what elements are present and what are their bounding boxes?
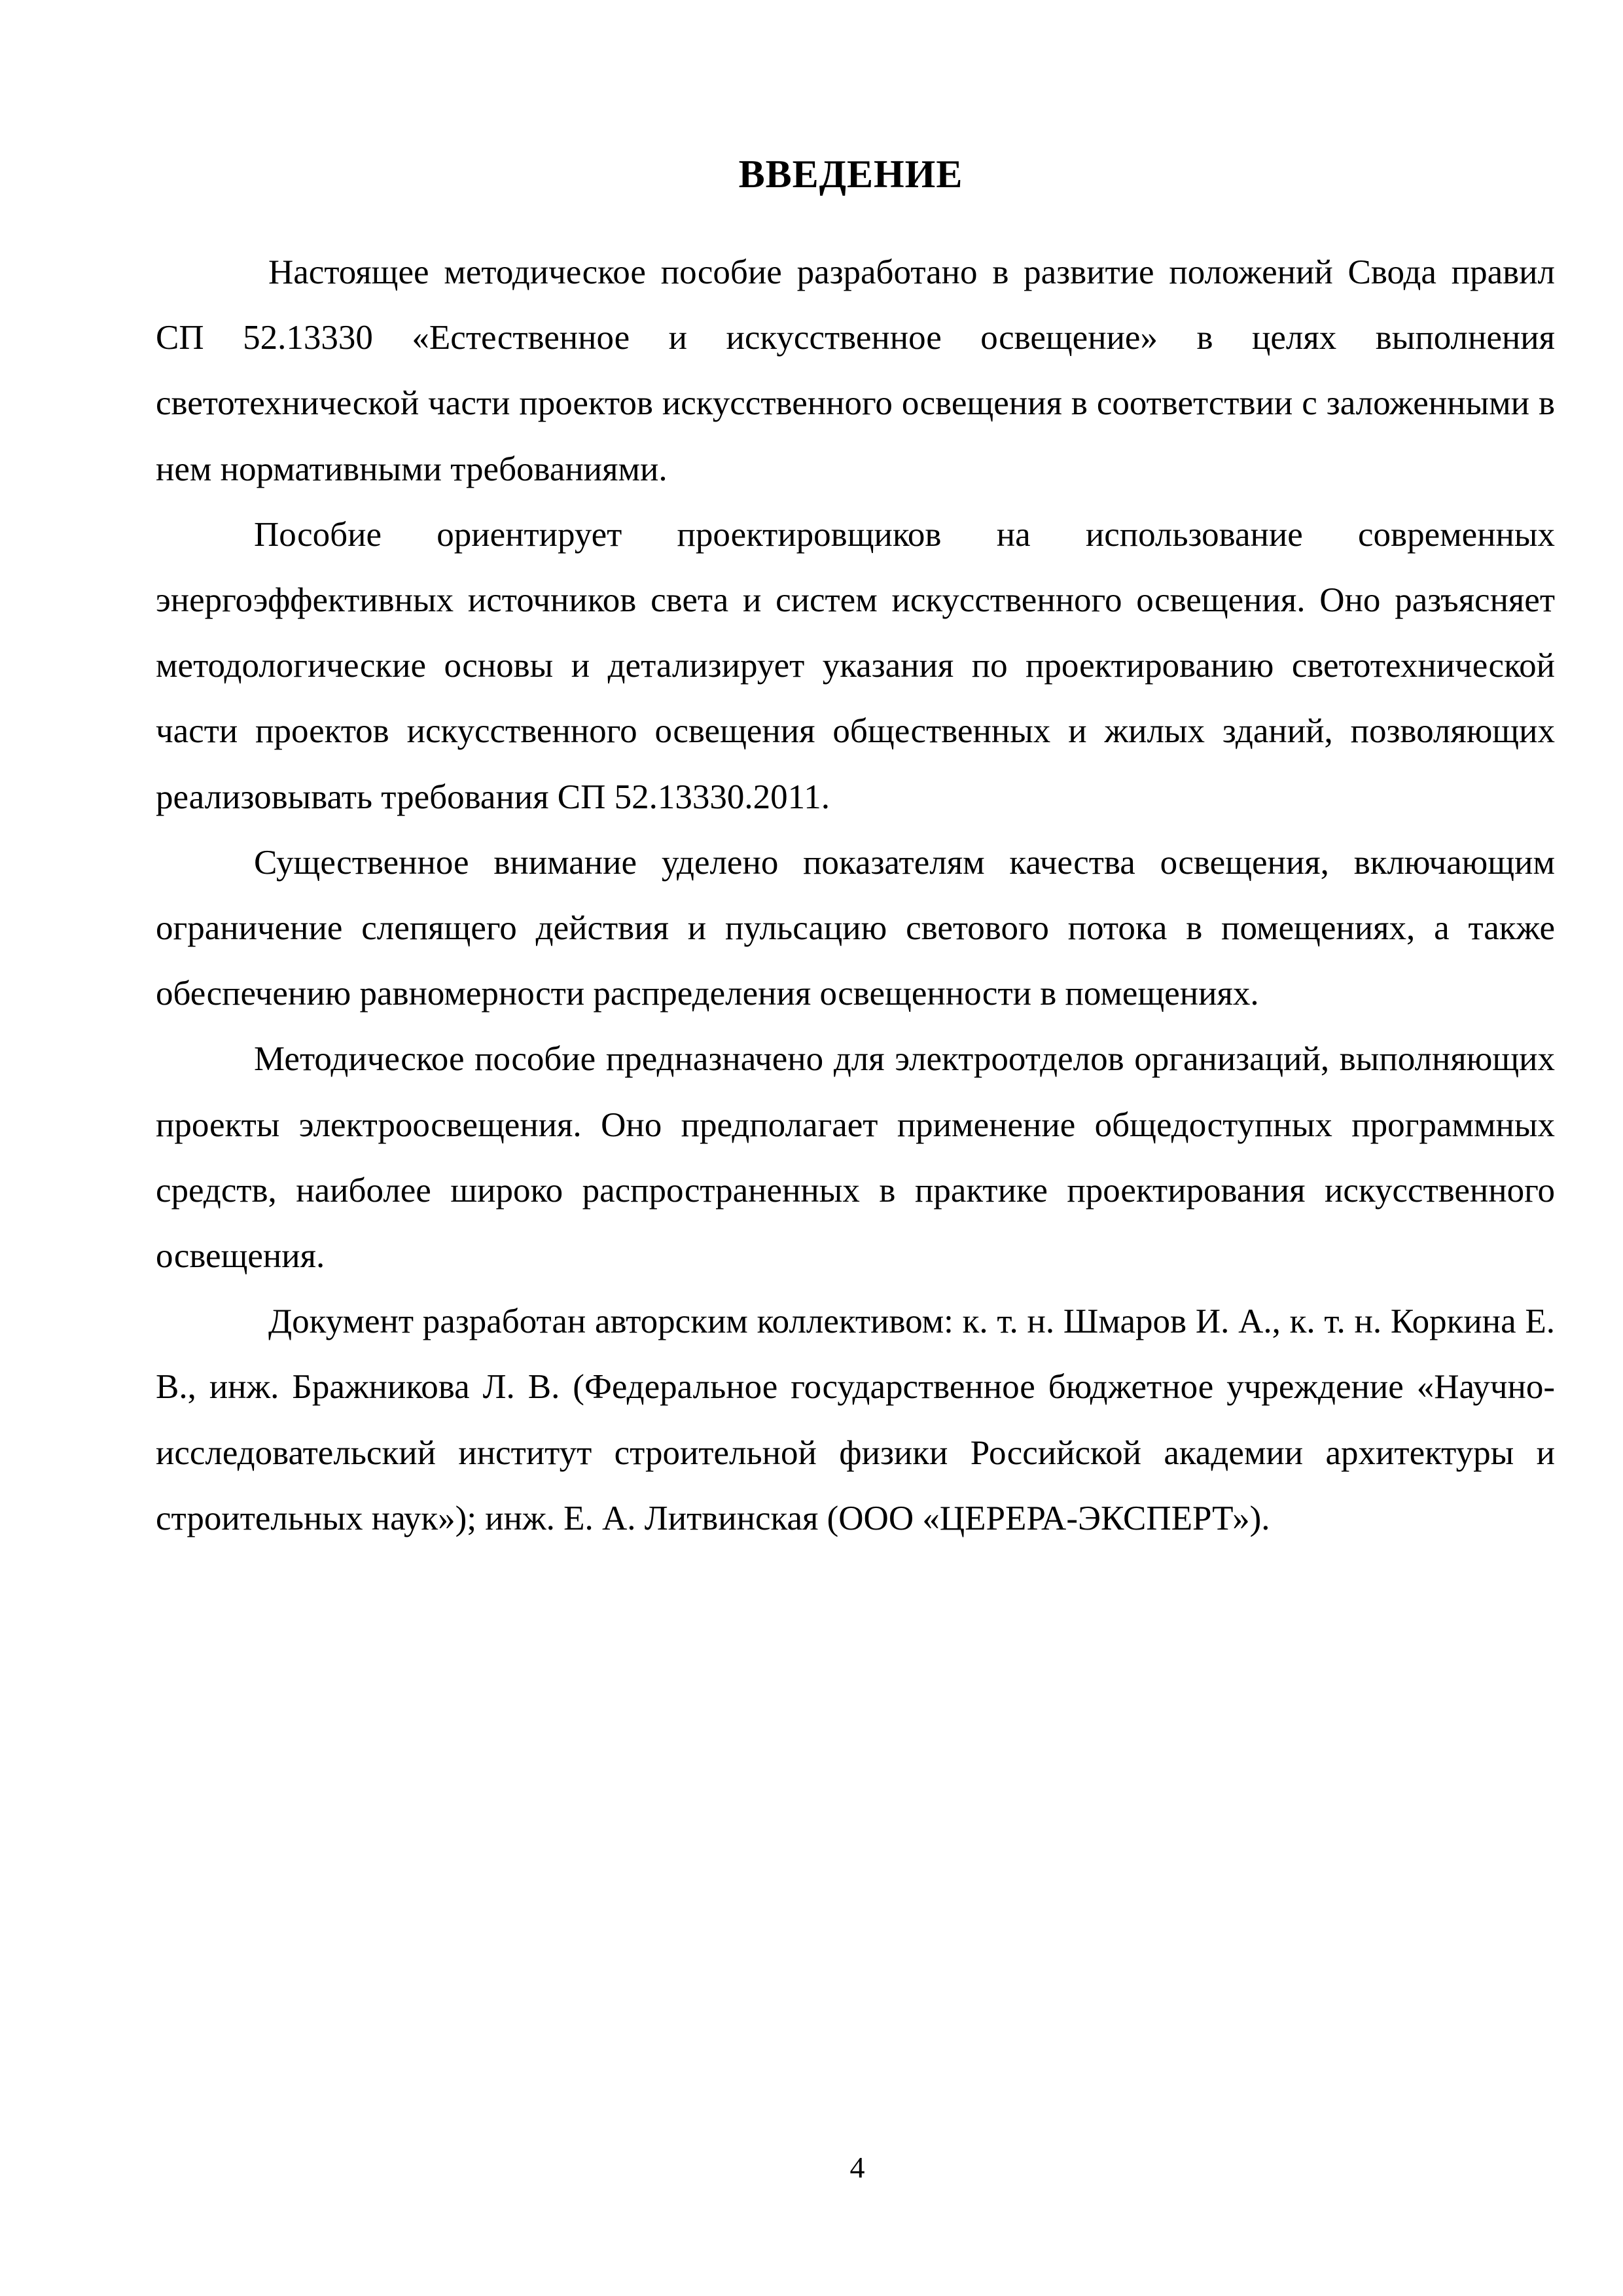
- page-title: ВВЕДЕНИЕ: [738, 152, 963, 196]
- page-number: 4: [849, 2151, 865, 2184]
- body-text: [156, 240, 1555, 1551]
- paragraph-audience: Методическое пособие предназначено для электроотделов организаций, выполняющих проекты электроосвещения. Оно предполагает применение общедоступных программных средств, наиболее широко распространенных в практике проектирования искусственного освещения.: [156, 1040, 1555, 1276]
- paragraph-quality: Существенное внимание уделено показателям качества освещения, включающим ограничение слепящего действия и пульсацию светового потока в помещениях, а также обеспечению равномерности распределения освещенности в помещениях.: [156, 843, 1555, 1013]
- paragraph-authors: Документ разработан авторским коллективом: к. т. н. Шмаров И. А., к. т. н. Коркина Е. В., инж. Бражникова Л. В. (Федеральное государственное бюджетное учреждение «Научно-исследовательский институт строительной физики Российской академии архитектуры и строительных наук»); инж. Е. А. Литвинская (ООО «ЦЕРЕРА-ЭКСПЕРТ»).: [156, 1302, 1555, 1537]
- paragraph-orientation: Пособие ориентирует проектировщиков на использование современных энергоэффективных источников света и систем искусственного освещения. Оно разъясняет методологические основы и детализирует указания по проектированию светотехнической части проектов искусственного освещения общественных и жилых зданий, позволяющих реализовывать требования СП 52.13330.2011.: [156, 515, 1555, 816]
- paragraph-purpose: Настоящее методическое пособие разработано в развитие положений Свода правил СП 52.13330 «Естественное и искусственное освещение» в целях выполнения светотехнической части проектов искусственного освещения в соответствии с заложенными в нем нормативными требованиями.: [156, 253, 1555, 488]
